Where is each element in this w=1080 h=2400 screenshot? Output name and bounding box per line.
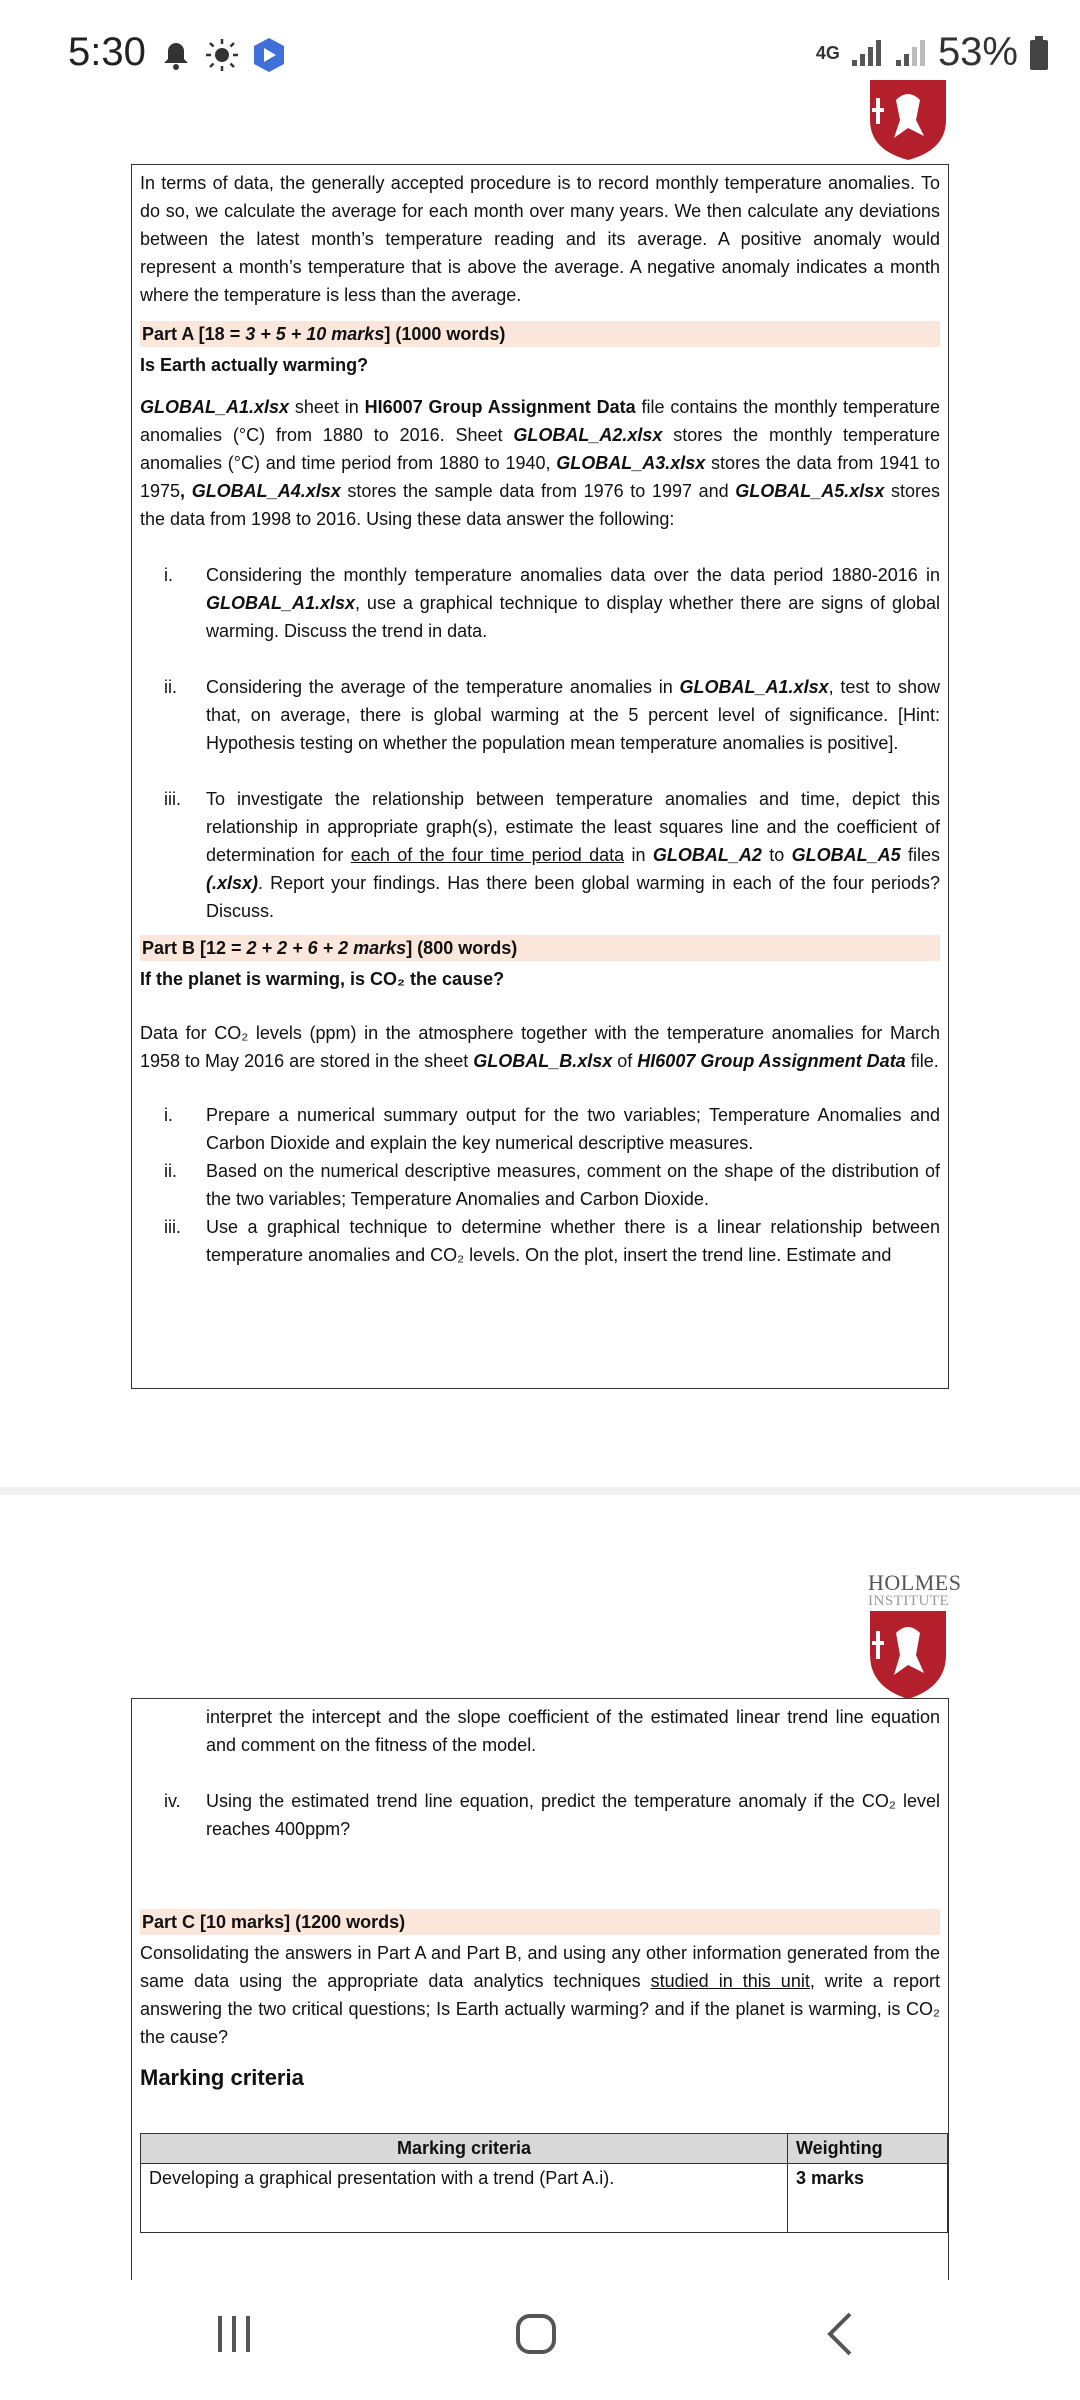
signal-icon (850, 38, 884, 68)
list-item: iv. Using the estimated trend line equation, predict the temperature anomaly if the CO₂ level reaches 400ppm? (164, 1791, 940, 1839)
table-row (141, 2164, 948, 2233)
list-item: iii. Use a graphical technique to determine whether there is a linear relationship between temperature anomalies and CO₂ levels. On the plot, insert the trend line. Estimate and (164, 1217, 940, 1265)
battery-percent: 53% (937, 30, 1018, 74)
notification-bell-icon (158, 37, 194, 73)
table-header-row (141, 2134, 948, 2164)
part-a-question: Is Earth actually warming? (140, 355, 369, 375)
system-status (816, 30, 1050, 75)
shield-crest-icon (868, 80, 948, 160)
intro-paragraph: In terms of data, the generally accepted procedure is to record monthly temperature anomalies. To do so, we calculate the average for each month over many years. We then calculate any deviations between the latest month’s temperature reading and its average. A positive anomaly would represent a month’s temperature that is above the average. A negative anomaly indicates a month where the temperature is less than the average. (140, 173, 940, 305)
page-separator (0, 1487, 1080, 1495)
document-page-1[interactable] (0, 80, 1080, 1470)
clock: 5:30 (68, 30, 146, 74)
part-b-paragraph: Data for CO₂ levels (ppm) in the atmosphere together with the temperature anomalies for March 1958 to May 2016 are stored in the sheet GLOBAL_B.xlsx of HI6007 Group Assignment Data file. (140, 1023, 940, 1071)
back-icon[interactable] (818, 2310, 862, 2358)
table-header-criteria: Marking criteria (141, 2134, 788, 2164)
logo-text-holmes: HOLMES (868, 1570, 962, 1595)
table-header-weighting: Weighting (788, 2134, 948, 2164)
notification-icons (158, 36, 288, 74)
table-cell-criteria: Developing a graphical presentation with a trend (Part A.i). (141, 2164, 788, 2233)
holmes-logo (868, 1570, 962, 1704)
part-c-header: Part C [10 marks] (1200 words) (140, 1909, 940, 1935)
app-logo-icon (250, 36, 288, 74)
list-item: iii. To investigate the relationship between temperature anomalies and time, depict this relationship in appropriate graph(s), estimate the least squares line and the coefficient of determination for each of the four time period data in GLOBAL_A2 to GLOBAL_A5 files (.xlsx). Report your findings. Has there been global warming in each of the four periods? Discuss. (164, 789, 940, 921)
part-b-question: If the planet is warming, is CO₂ the cause? (140, 969, 505, 989)
brightness-icon (204, 37, 240, 73)
part-a-paragraph: GLOBAL_A1.xlsx sheet in HI6007 Group Assignment Data file contains the monthly temperature anomalies (°C) from 1880 to 2016. Sheet GLOBAL_A2.xlsx stores the monthly temperature anomalies (°C) and time period from 1880 to 1940, GLOBAL_A3.xlsx stores the data from 1941 to 1975, GLOBAL_A4.xlsx stores the sample data from 1976 to 1997 and GLOBAL_A5.xlsx stores the data from 1998 to 2016. Using these data answer the following: (140, 397, 941, 529)
marking-criteria-table (140, 2133, 948, 2233)
list-item: i. Prepare a numerical summary output for the two variables; Temperature Anomalies and Carbon Dioxide and explain the key numerical descriptive measures. (164, 1105, 940, 1153)
signal-icon-2 (894, 38, 928, 68)
table-cell-weight: 3 marks (788, 2164, 948, 2233)
list-item: ii. Considering the average of the temperature anomalies in GLOBAL_A1.xlsx, test to show that, on average, there is global warming at the 5 percent level of significance. [Hint: Hypothesis testing on whether the population mean temperature anomalies is positive]. (164, 677, 940, 753)
part-a-header: Part A [18 = 3 + 5 + 10 marks] (1000 words) (140, 321, 940, 347)
list-item: interpret the intercept and the slope coefficient of the estimated linear trend line equation and comment on the fitness of the model. (206, 1707, 940, 1755)
home-icon[interactable] (512, 2310, 560, 2358)
marking-criteria-heading: Marking criteria (140, 2065, 304, 2090)
list-item: ii. Based on the numerical descriptive measures, comment on the shape of the distribution of the two variables; Temperature Anomalies and Carbon Dioxide. (164, 1161, 940, 1209)
holmes-logo (868, 80, 948, 165)
shield-crest-icon (868, 1611, 948, 1699)
navigation-bar (0, 2280, 1080, 2400)
network-type: 4G (815, 42, 840, 63)
document-page-2[interactable] (0, 1560, 1080, 2280)
part-b-header: Part B [12 = 2 + 2 + 6 + 2 marks] (800 words) (140, 935, 940, 961)
list-item: i. Considering the monthly temperature anomalies data over the data period 1880-2016 in GLOBAL_A1.xlsx, use a graphical technique to display whether there are signs of global warming. Discuss the trend in data. (164, 565, 940, 641)
part-c-paragraph: Consolidating the answers in Part A and Part B, and using any other information generated from the same data using the appropriate data analytics techniques studied in this unit, write a report answering the two critical questions; Is Earth actually warming? and if the planet is warming, is CO₂ the cause? (140, 1943, 941, 2047)
assignment-content-box (131, 164, 949, 1389)
logo-text-institute: INSTITUTE (868, 1593, 950, 1609)
assignment-content-box-continued (131, 1698, 949, 2280)
battery-icon (1028, 35, 1050, 71)
recent-apps-icon[interactable] (212, 2310, 256, 2358)
